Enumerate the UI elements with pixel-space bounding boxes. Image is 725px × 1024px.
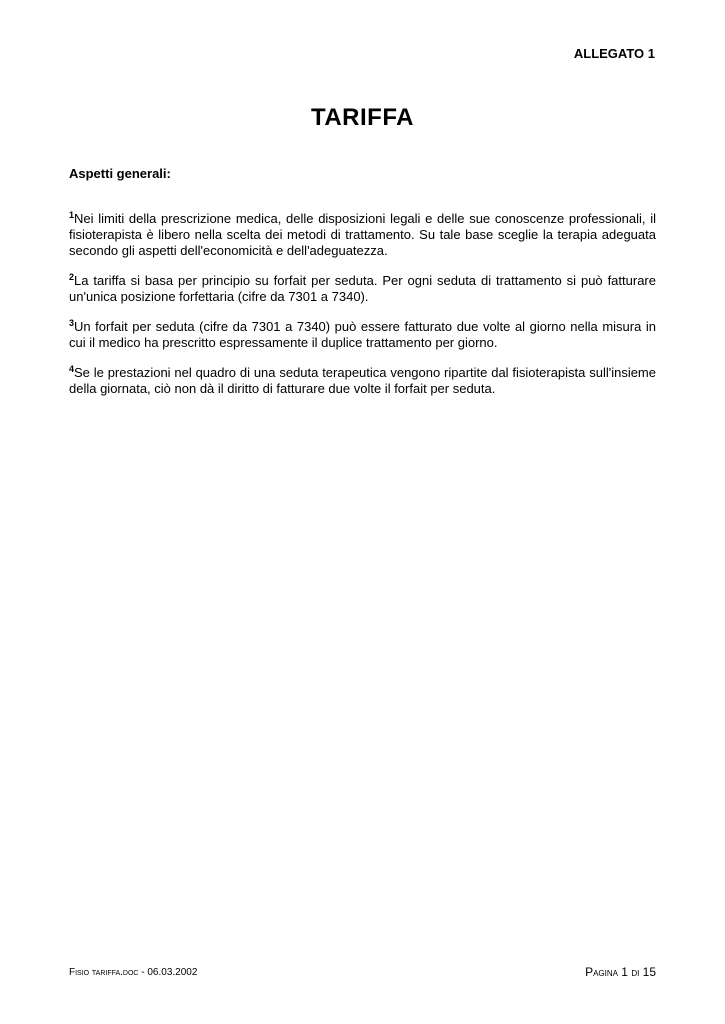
paragraph-4: [69, 365, 656, 397]
body-text: [69, 211, 656, 411]
paragraph-text: Se le prestazioni nel quadro di una seduta terapeutica vengono ripartite dal fisioterapista sull'insieme della giornata, ciò non dà il diritto di fatturare due volte il forfait per seduta.: [69, 365, 656, 396]
section-heading: Aspetti generali:: [69, 166, 171, 181]
paragraph-number: 1: [69, 210, 75, 220]
annex-label: ALLEGATO 1: [573, 46, 655, 61]
paragraph-number: 4: [69, 364, 75, 374]
paragraph-text: La tariffa si basa per principio su forfait per seduta. Per ogni seduta di trattamento si può fatturare un'unica posizione forfettaria (cifre da 7301 a 7340).: [69, 273, 656, 304]
paragraph-number: 2: [69, 272, 75, 282]
footer-page-number: Pagina 1 di 15: [585, 965, 656, 979]
paragraph-text: Nei limiti della prescrizione medica, delle disposizioni legali e delle sue conoscenze professionali, il fisioterapista è libero nella scelta dei metodi di trattamento. Su tale base sceglie la terapia adeguata secondo gli aspetti dell'economicità e dell'adeguatezza.: [69, 211, 656, 258]
paragraph-3: [69, 319, 656, 351]
paragraph-1: [69, 211, 656, 259]
paragraph-2: [69, 273, 656, 305]
paragraph-text: Un forfait per seduta (cifre da 7301 a 7340) può essere fatturato due volte al giorno nella misura in cui il medico ha prescritto espressamente il duplice trattamento per giorno.: [69, 319, 656, 350]
paragraph-number: 3: [69, 318, 75, 328]
page-title: TARIFFA: [310, 104, 415, 131]
footer-filename: Fisio tariffa.doc - 06.03.2002: [69, 967, 198, 978]
